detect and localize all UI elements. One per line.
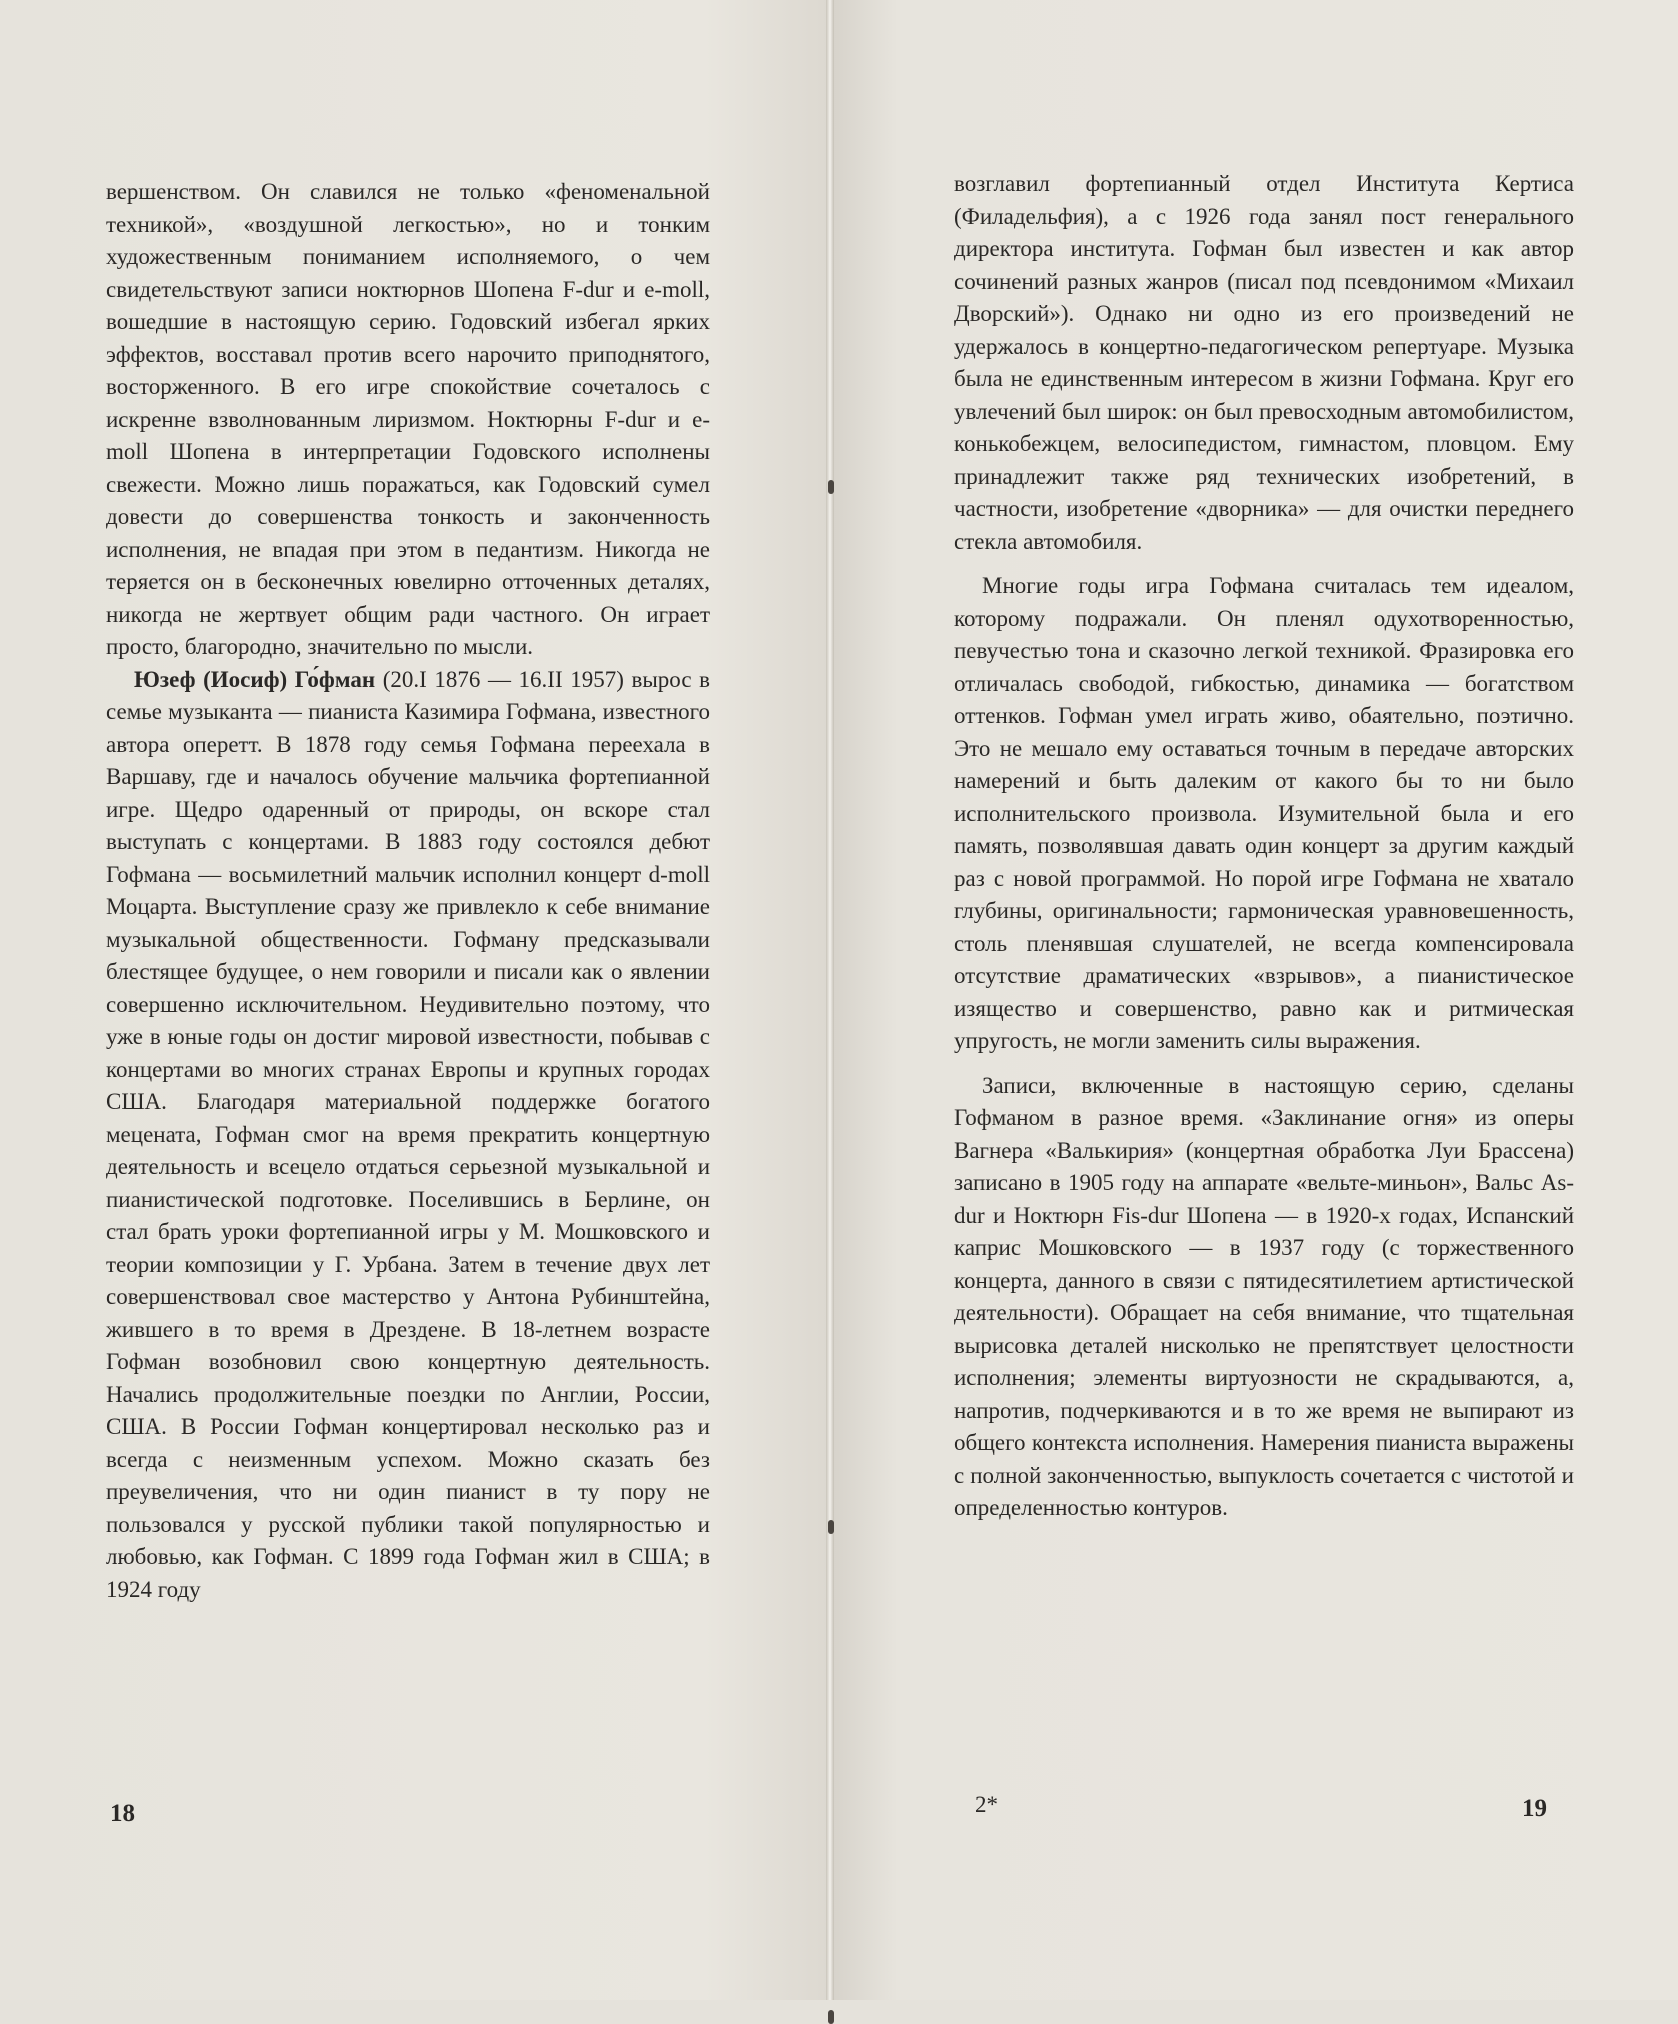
- right-paragraph-1: возглавил фортепианный отдел Института Кертиса (Филадельфия), а с 1926 года занял пост генерального директора института. Гофман был известен и как автор сочинений разных жанров (писал под псевдонимом «Михаил Дворский»). Однако ни одно из его произведений не удержалось в концертно-педагогическом репертуаре. Музыка была не единственным интересом в жизни Гофмана. Круг его увлечений был широк: он был превосходным автомобилистом, конькобежцем, велосипедистом, гимнастом, пловцом. Ему принадлежит также ряд технических изобретений, в частности, изобретение «дворника» — для очистки переднего стекла автомобиля.: [954, 171, 1574, 554]
- binding-hole: [828, 1520, 834, 1534]
- hofmann-name: Юзеф (Иосиф) Го́фман: [134, 666, 376, 692]
- right-text-column: [954, 168, 1574, 1525]
- hofmann-bio: (20.I 1876 — 16.II 1957) вырос в семье музыканта — пианиста Казимира Гофмана, известного автора оперетт. В 1878 году семья Гофмана переехала в Варшаву, где и началось обучение мальчика фортепианной игре. Щедро одаренный от природы, он вскоре стал выступать с концертами. В 1883 году состоялся дебют Гофмана — восьмилетний мальчик исполнил концерт d-moll Моцарта. Выступление сразу же привлекло к себе внимание музыкальной общественности. Гофману предсказывали блестящее будущее, о нем говорили и писали как о явлении совершенно исключительном. Неудивительно поэтому, что уже в юные годы он достиг мировой известности, побывав с концертами во многих странах Европы и крупных городах США. Благодаря материальной поддержке богатого мецената, Гофман смог на время прекратить концертную деятельность и всецело отдаться серьезной музыкальной и пианистической подготовке. Поселившись в Берлине, он стал брать уроки фортепианной игры у М. Мошковского и теории композиции у Г. Урбана. Затем в течение двух лет совершенствовал свое мастерство у Антона Рубинштейна, жившего в то время в Дрездене. В 18-летнем возрасте Гофман возобновил свою концертную деятельность. Начались продолжительные поездки по Англии, России, США. В России Гофман концертировал несколько раз и всегда с неизменным успехом. Можно сказать без преувеличения, что ни один пианист в ту пору не пользовался у русской публики такой популярностью и любовью, как Гофман. С 1899 года Гофман жил в США; в 1924 году: [106, 666, 711, 1602]
- binding-hole: [828, 480, 834, 494]
- right-paragraph-3: Записи, включенные в настоящую серию, сделаны Гофманом в разное время. «Заклинание огня» из оперы Вагнера «Валькирия» (концертная обработка Луи Брассена) записано в 1905 году на аппарате «вельте-миньон», Вальс As-dur и Ноктюрн Fis-dur Шопена — в 1920-х годах, Испанский каприс Мошковского — в 1937 году (с торжественного концерта, данного в связи с пятидесятилетием артистической деятельности). Обращает на себя внимание, что тщательная вырисовка деталей нисколько не препятствует целостности исполнения; элементы виртуозности не скрадываются, а, напротив, подчеркиваются и в то же время не выпирают из общего контекста исполнения. Намерения пианиста выражены с полной законченностью, выпуклость сочетается с чистотой и определенностью контуров.: [954, 1072, 1574, 1520]
- left-text-column: [106, 176, 710, 1606]
- page-number-right: 19: [1522, 1795, 1547, 1822]
- page-number-left: 18: [110, 1800, 135, 1827]
- binding-hole: [828, 2010, 834, 2024]
- left-page: [0, 0, 830, 2000]
- signature-mark: 2*: [975, 1792, 998, 1817]
- left-paragraph-hofmann: [106, 664, 710, 1607]
- left-paragraph-1: вершенством. Он славился не только «феноменальной техникой», «воздушной легкостью», но и тонким художественным пониманием исполняемого, о чем свидетельствуют записи ноктюрнов Шопена F-dur и e-moll, вошедшие в настоящую серию. Годовский избегал ярких эффектов, восставал против всего нарочито приподнятого, восторженного. В его игре спокойствие сочеталось с искренне взволнованным лиризмом. Ноктюрны F-dur и e-moll Шопена в интерпретации Годовского исполнены свежести. Можно лишь поражаться, как Годовский сумел довести до совершенства тонкость и законченность исполнения, не впадая при этом в педантизм. Никогда не теряется он в бесконечных ювелирно отточенных деталях, никогда не жертвует общим ради частного. Он играет просто, благородно, значительно по мысли.: [106, 179, 710, 659]
- book-gutter: [826, 0, 834, 2000]
- right-paragraph-2: Многие годы игра Гофмана считалась тем идеалом, которому подражали. Он пленял одухотворенностью, певучестью тона и сказочно легкой техникой. Фразировка его отличалась свободой, гибкостью, динамика — богатством оттенков. Гофман умел играть живо, обаятельно, поэтично. Это не мешало ему оставаться точным в передаче авторских намерений и быть далеким от какого бы то ни было исполнительского произвола. Изумительной была и его память, позволявшая давать один концерт за другим каждый раз с новой программой. Но порой игре Гофмана не хватало глубины, оригинальности; гармоническая уравновешенность, столь пленявшая слушателей, не всегда компенсировала отсутствие драматических «взрывов», а пианистическое изящество и совершенство, равно как и ритмическая упругость, не могли заменить силы выражения.: [954, 573, 1574, 1053]
